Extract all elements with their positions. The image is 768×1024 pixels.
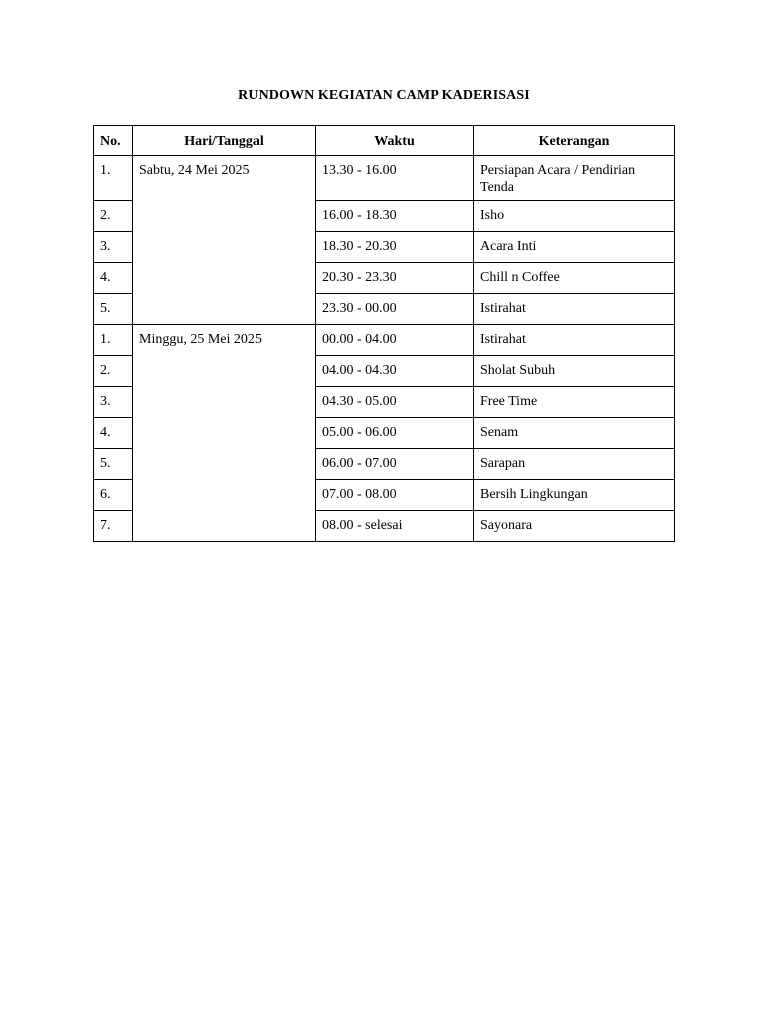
- note-cell: Bersih Lingkungan: [474, 480, 675, 511]
- row-number: 3.: [94, 232, 133, 263]
- note-cell: Free Time: [474, 387, 675, 418]
- day-cell: Minggu, 25 Mei 2025: [133, 325, 316, 542]
- note-cell: Istirahat: [474, 325, 675, 356]
- time-cell: 18.30 - 20.30: [316, 232, 474, 263]
- time-cell: 00.00 - 04.00: [316, 325, 474, 356]
- time-cell: 23.30 - 00.00: [316, 294, 474, 325]
- note-cell: Sarapan: [474, 449, 675, 480]
- time-cell: 05.00 - 06.00: [316, 418, 474, 449]
- day-cell: Sabtu, 24 Mei 2025: [133, 156, 316, 325]
- header-no: No.: [94, 126, 133, 156]
- table-header-row: [94, 126, 675, 156]
- row-number: 1.: [94, 156, 133, 201]
- note-cell: Senam: [474, 418, 675, 449]
- row-number: 5.: [94, 294, 133, 325]
- row-number: 6.: [94, 480, 133, 511]
- note-cell: Persiapan Acara / Pendirian Tenda: [474, 156, 675, 201]
- note-cell: Acara Inti: [474, 232, 675, 263]
- rundown-table: [93, 125, 675, 542]
- time-cell: 20.30 - 23.30: [316, 263, 474, 294]
- time-cell: 07.00 - 08.00: [316, 480, 474, 511]
- header-note: Keterangan: [474, 126, 675, 156]
- table-row: [94, 325, 675, 356]
- note-cell: Isho: [474, 201, 675, 232]
- row-number: 2.: [94, 356, 133, 387]
- time-cell: 06.00 - 07.00: [316, 449, 474, 480]
- row-number: 1.: [94, 325, 133, 356]
- page-title: RUNDOWN KEGIATAN CAMP KADERISASI: [238, 88, 530, 103]
- row-number: 4.: [94, 418, 133, 449]
- table-header: [94, 126, 675, 156]
- time-cell: 04.30 - 05.00: [316, 387, 474, 418]
- time-cell: 16.00 - 18.30: [316, 201, 474, 232]
- row-number: 7.: [94, 511, 133, 542]
- header-time: Waktu: [316, 126, 474, 156]
- note-cell: Sholat Subuh: [474, 356, 675, 387]
- row-number: 5.: [94, 449, 133, 480]
- time-cell: 08.00 - selesai: [316, 511, 474, 542]
- row-number: 2.: [94, 201, 133, 232]
- row-number: 4.: [94, 263, 133, 294]
- header-day: Hari/Tanggal: [133, 126, 316, 156]
- note-cell: Sayonara: [474, 511, 675, 542]
- note-cell: Chill n Coffee: [474, 263, 675, 294]
- note-cell: Istirahat: [474, 294, 675, 325]
- table-body: [94, 156, 675, 542]
- time-cell: 13.30 - 16.00: [316, 156, 474, 201]
- row-number: 3.: [94, 387, 133, 418]
- table-row: [94, 156, 675, 201]
- time-cell: 04.00 - 04.30: [316, 356, 474, 387]
